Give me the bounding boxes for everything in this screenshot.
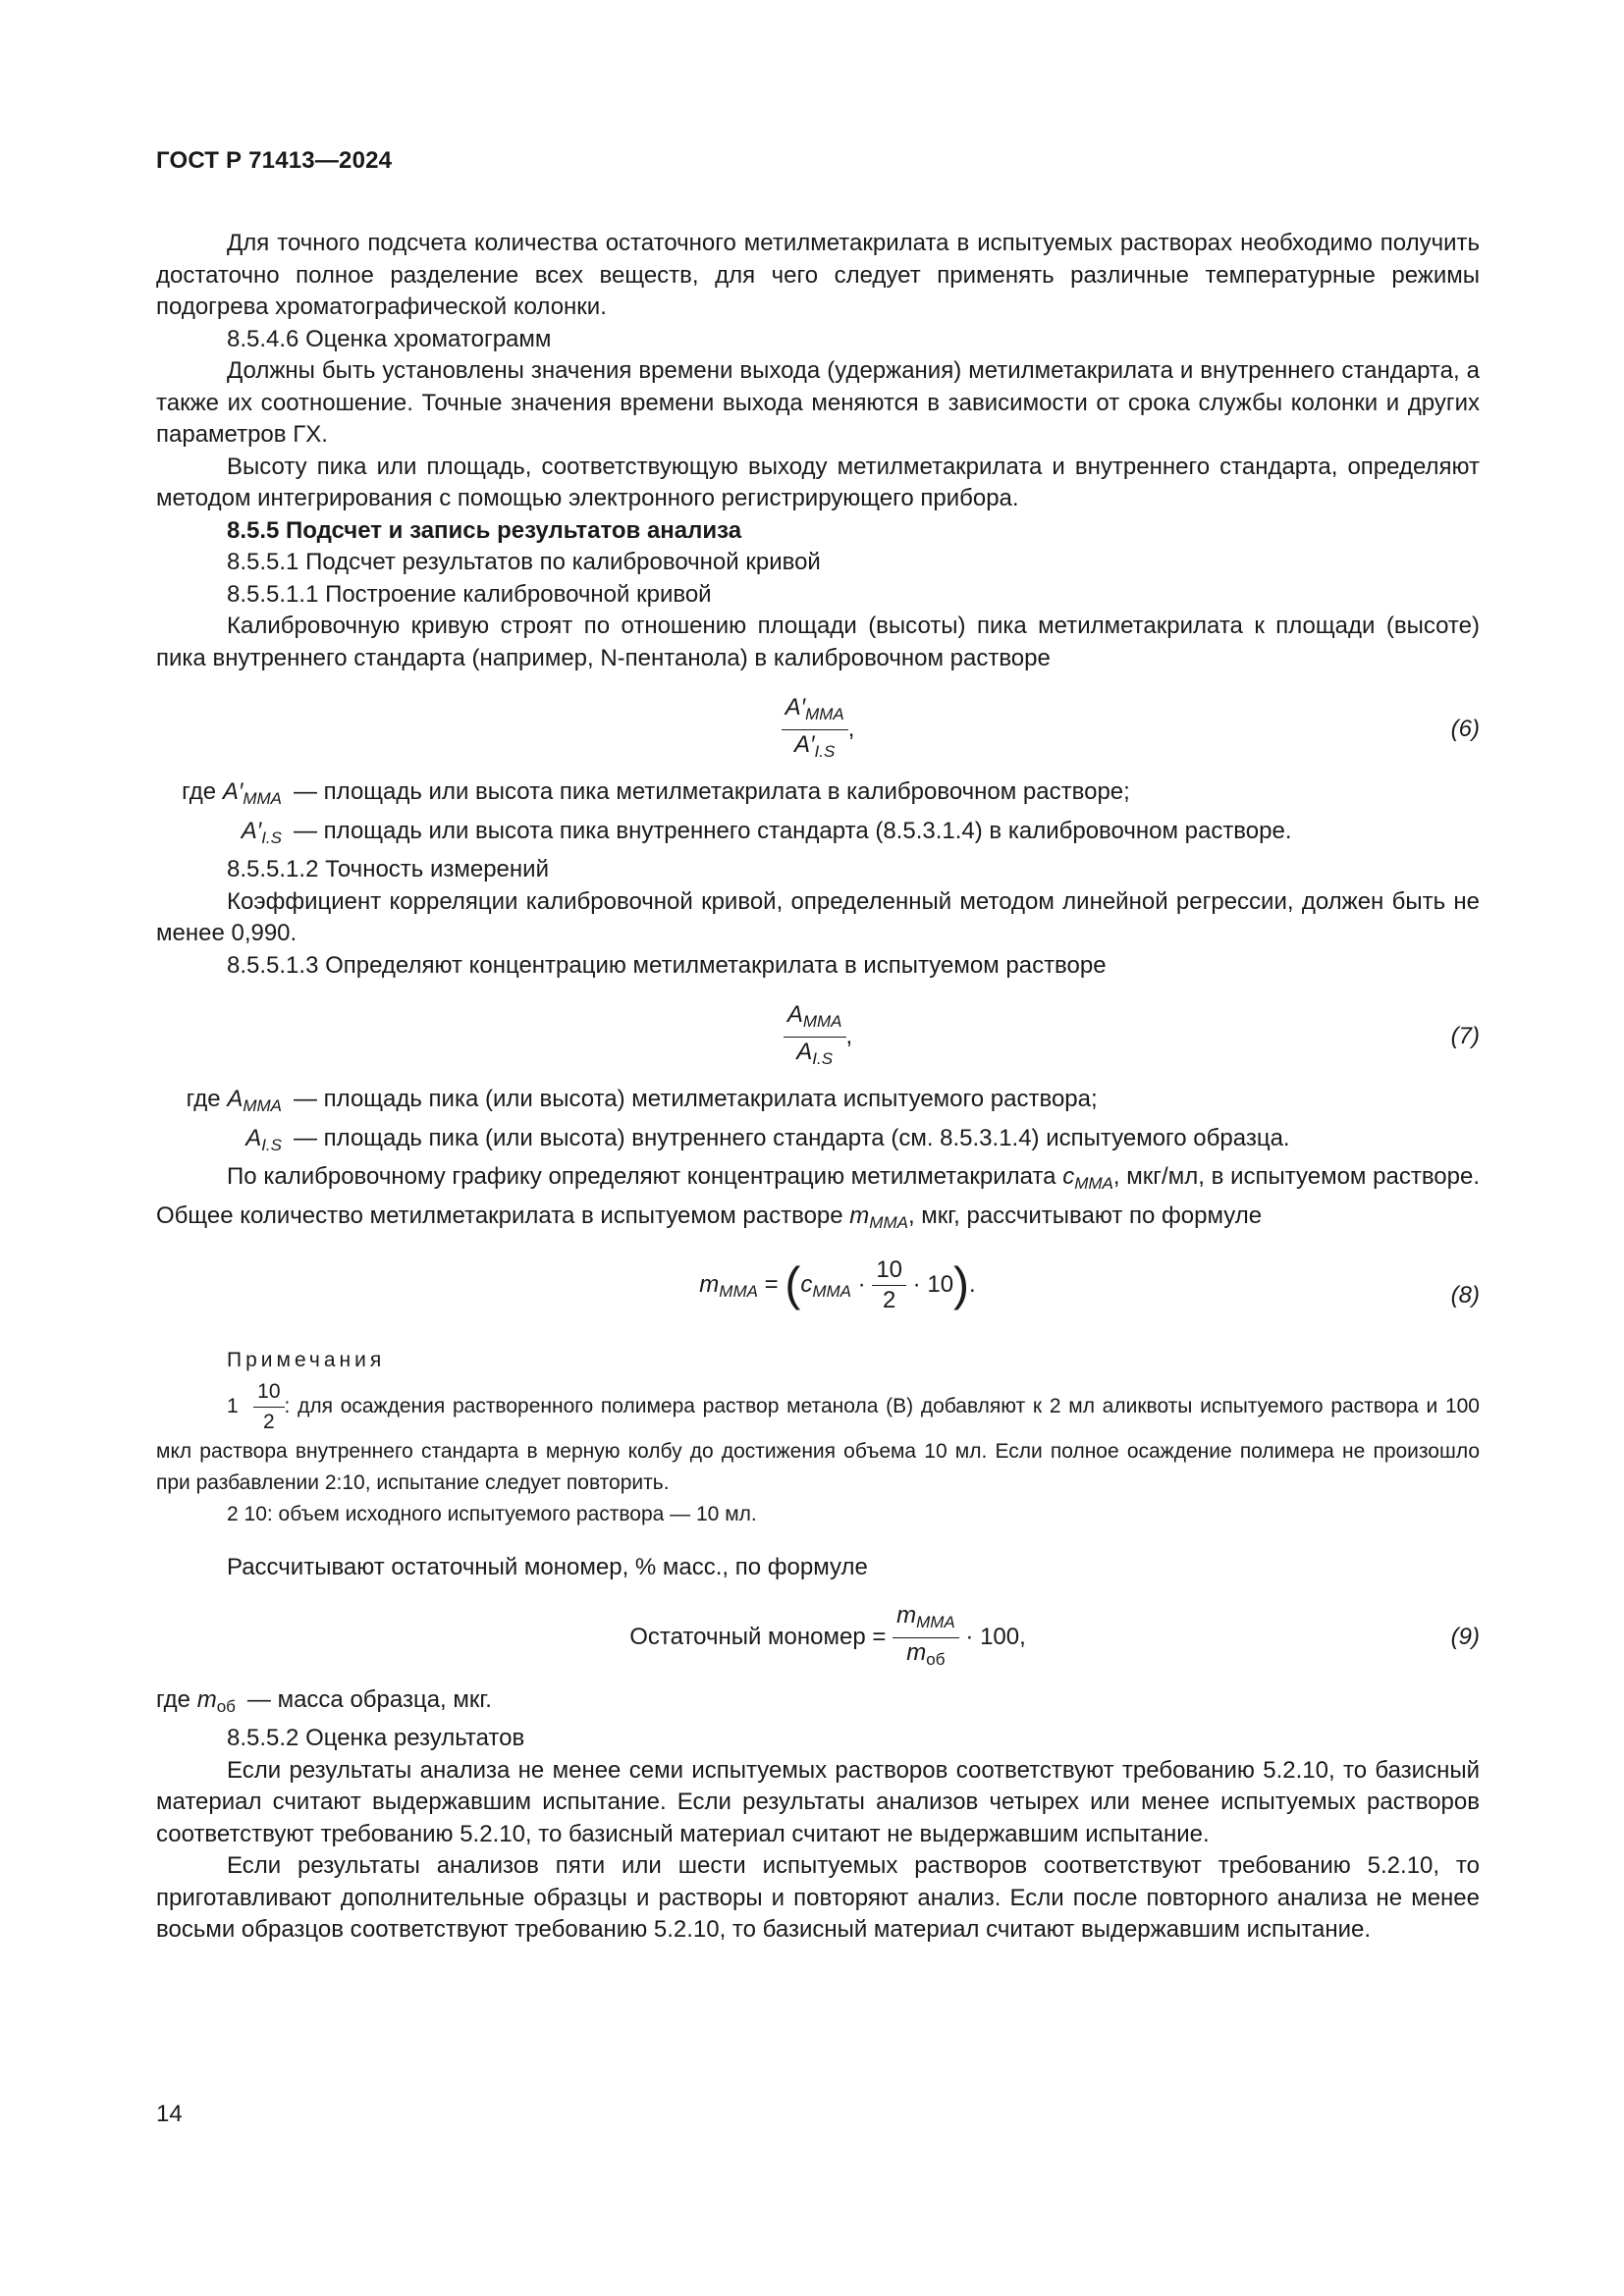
notes-title: Примечания: [227, 1349, 386, 1371]
paragraph: Коэффициент корреляции калибровочной кривой, определенный методом линейной регрессии, должен быть не менее 0,990.: [156, 887, 1480, 946]
paragraph: Должны быть установлены значения времени выхода (удержания) метилметакрилата и внутреннего стандарта, а также их соотношение. Точные значения времени выхода меняются в зависимости от срока службы колонки и других параметров ГХ.: [156, 357, 1480, 448]
section-heading: 8.5.5.1 Подсчет результатов по калибровочной кривой: [227, 549, 821, 575]
where-list: [156, 1084, 1480, 1161]
paragraph: Для точного подсчета количества остаточного метилметакрилата в испытуемых растворах необходимо получить достаточно полное разделение всех веществ, для чего следует применять различные температурные режимы подогрева хроматографической колонки.: [156, 230, 1480, 320]
paragraph: Рассчитывают остаточный мономер, % масс., по формуле: [227, 1554, 868, 1580]
where-item: где $A_{MMA}$ — площадь пика (или высота) метилметакрилата испытуемого раствора;: [186, 1086, 1098, 1115]
where-item: где $m_{об}$ — масса образца, мкг.: [156, 1685, 492, 1716]
where-list: [156, 1684, 1480, 1724]
document-header: ГОСТ Р 71413—2024: [156, 147, 393, 174]
paragraph: Если результаты анализов пяти или шести испытуемых растворов соответствуют требованию 5.2.10, то приготавливают дополнительные образцы и растворы и повторяют анализ. Если после повторного анализа не менее восьми образцов соответствуют требованию 5.2.10, то базисный материал считают выдержавшим испытание.: [156, 1852, 1480, 1943]
section-heading: 8.5.5.2 Оценка результатов: [227, 1725, 525, 1751]
section-heading: 8.5.5.1.1 Построение калибровочной кривой: [227, 580, 712, 608]
fraction: $\frac{A_{MMA}}{A_{I.S}}$: [784, 1001, 846, 1073]
paragraph: Калибровочную кривую строят по отношению площади (высоты) пика метилметакрилата к площади (высоте) пика внутреннего стандарта (например, N-пентанола) в калибровочном растворе: [156, 613, 1480, 671]
fraction: $\frac{10}{2}$: [872, 1256, 906, 1314]
paragraph: Если результаты анализа не менее семи испытуемых растворов соответствуют требованию 5.2.10, то базисный материал считают выдержавшим испытание. Если результаты анализов четырех или менее испытуемых растворов соответствуют требованию 5.2.10, то базисный материал считают не выдержавшим испытание.: [156, 1756, 1480, 1847]
note-item: 2 10: объем исходного испытуемого раствора — 10 мл.: [227, 1503, 757, 1525]
formula-8: $m_{MMA} = (c_{MMA}$ · $\frac{10}{2}$ · 10). (8): [699, 1256, 1480, 1313]
note-item: 1 $\frac{10}{2}$ : для осаждения растворенного полимера раствор метанола (B) добавляют к 2 мл аликвоты испытуемого раствора и 100 мкл раствора внутреннего стандарта в мерную колбу до достижения объема 10 мл. Если полное осаждение полимера не произошло при разбавлении 2:10, испытание следует повторить.: [156, 1380, 1480, 1494]
where-list: [156, 776, 1480, 854]
page-number: 14: [156, 2101, 183, 2127]
equation-number: (8): [1450, 1282, 1480, 1308]
section-heading: 8.5.5 Подсчет и запись результатов анализа: [227, 516, 742, 544]
formula-7: $\frac{A_{MMA}}{A_{I.S}}$ , (7): [156, 1001, 1480, 1074]
section-heading: 8.5.5.1.3 Определяют концентрацию метилметакрилата в испытуемом растворе: [227, 951, 1107, 979]
section-heading: 8.5.5.1.2 Точность измерений: [227, 856, 549, 882]
fraction: $\frac{10}{2}$: [253, 1378, 284, 1436]
equation-number: (9): [1450, 1623, 1480, 1650]
fraction: $\frac{m_{MMA}}{m_{об}}$: [893, 1602, 959, 1674]
equation-number: (6): [1450, 716, 1480, 742]
formula-9: Остаточный мономер = $\frac{m_{MMA}}{m_{об}}$ · 100, (9): [156, 1602, 1480, 1675]
paragraph: Высоту пика или площадь, соответствующую выходу метилметакрилата и внутреннего стандарта, определяют методом интегрирования с помощью электронного регистрирующего прибора.: [156, 453, 1480, 511]
fraction: $\frac{A'_{MMA}}{A'_{I.S}}$: [782, 694, 848, 766]
where-item: $A'_{I.S}$ — площадь или высота пика внутреннего стандарта (8.5.3.1.4) в калибровочном растворе.: [241, 817, 1292, 847]
section-heading: 8.5.4.6 Оценка хроматограмм: [227, 325, 552, 352]
where-item: где $A'_{MMA}$ — площадь или высота пика метилметакрилата в калибровочном растворе;: [182, 778, 1130, 808]
formula-6: $\frac{A'_{MMA}}{A'_{I.S}}$ , (6): [156, 694, 1480, 767]
document-page: [156, 147, 1480, 1947]
where-item: $A_{I.S}$ — площадь пика (или высота) внутреннего стандарта (см. 8.5.3.1.4) испытуемого образца.: [245, 1124, 1290, 1154]
equation-number: (7): [1450, 1023, 1480, 1049]
paragraph: По калибровочному графику определяют концентрацию метилметакрилата $c_{MMA}$, мкг/мл, в испытуемом растворе. Общее количество метилметакрилата в испытуемом растворе $m_{MMA}$, мкг, рассчитывают по формуле: [156, 1163, 1481, 1232]
